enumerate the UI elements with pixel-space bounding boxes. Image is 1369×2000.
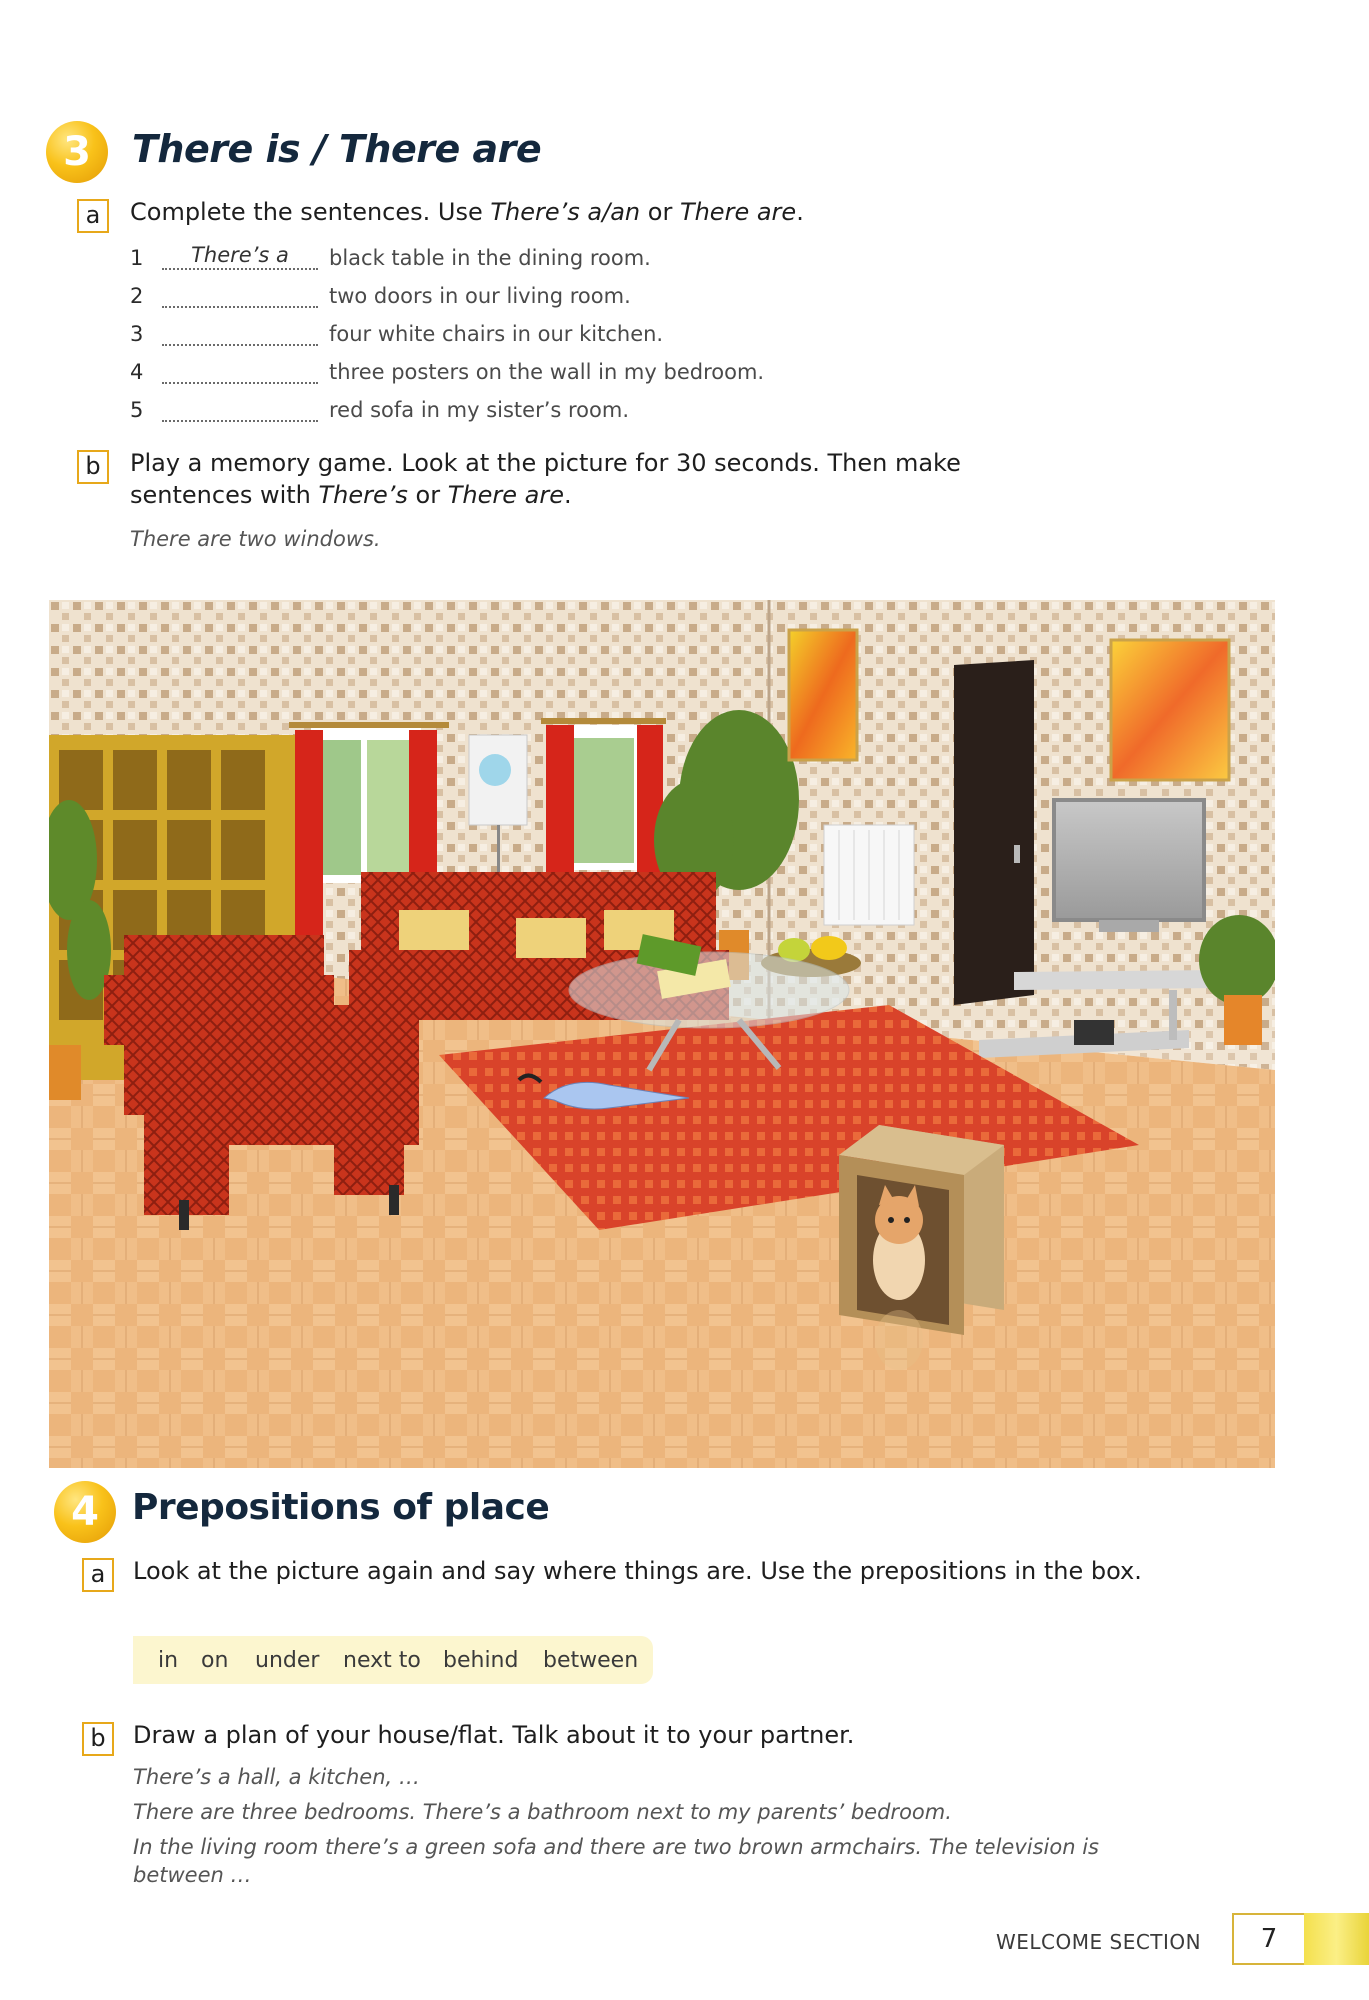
preposition: under (255, 1648, 320, 1673)
answer-blank[interactable] (162, 358, 318, 384)
section-3-badge: 3 (46, 121, 108, 183)
item-text: four white chairs in our kitchen. (329, 322, 664, 346)
item-number: 1 (130, 246, 144, 270)
preposition: on (201, 1648, 229, 1673)
section-4-title: Prepositions of place (132, 1487, 550, 1528)
task-4b-example: There’s a hall, a kitchen, … (133, 1765, 420, 1789)
item-text: black table in the dining room. (329, 246, 651, 270)
task-4b-example: In the living room there’s a green sofa and there are two brown armchairs. The television is (133, 1835, 1099, 1859)
item-number: 3 (130, 322, 144, 346)
item-number: 2 (130, 284, 144, 308)
item-number: 4 (130, 360, 144, 384)
task-3a-letter: a (77, 199, 109, 233)
item-text: two doors in our living room. (329, 284, 631, 308)
answer-blank[interactable] (162, 396, 318, 422)
task-4b-instruction: Draw a plan of your house/flat. Talk about it to your partner. (133, 1721, 855, 1749)
task-3b-letter: b (77, 450, 109, 484)
living-room-illustration (49, 600, 1275, 1468)
task-4b-example: There are three bedrooms. There’s a bathroom next to my parents’ bedroom. (133, 1800, 952, 1824)
page-number: 7 (1232, 1913, 1304, 1965)
task-4b-example: between … (133, 1863, 252, 1887)
footer-section-label: WELCOME SECTION (996, 1930, 1202, 1954)
task-4a-instruction: Look at the picture again and say where things are. Use the prepositions in the box. (133, 1557, 1142, 1585)
preposition: between (543, 1648, 639, 1673)
preposition: behind (443, 1648, 519, 1673)
item-text: three posters on the wall in my bedroom. (329, 360, 765, 384)
task-4b-letter: b (82, 1722, 114, 1756)
answer-blank[interactable] (162, 320, 318, 346)
section-3-title: There is / There are (132, 127, 542, 171)
section-4-badge: 4 (54, 1481, 116, 1543)
preposition: in (158, 1648, 179, 1673)
preposition: next to (343, 1648, 421, 1673)
answer-blank[interactable]: There’s a (162, 244, 318, 270)
prepositions-box (133, 1636, 653, 1684)
task-3a-instruction: Complete the sentences. Use There’s a/an or There are. (130, 198, 804, 226)
answer-blank[interactable] (162, 282, 318, 308)
item-number: 5 (130, 398, 144, 422)
page-tab-decoration (1304, 1913, 1369, 1965)
task-4a-letter: a (82, 1558, 114, 1592)
task-3b-example: There are two windows. (130, 527, 381, 551)
task-3b-instruction: Play a memory game. Look at the picture for 30 seconds. Then make sentences with There’s or There are. (130, 449, 961, 509)
item-text: red sofa in my sister’s room. (329, 398, 629, 422)
